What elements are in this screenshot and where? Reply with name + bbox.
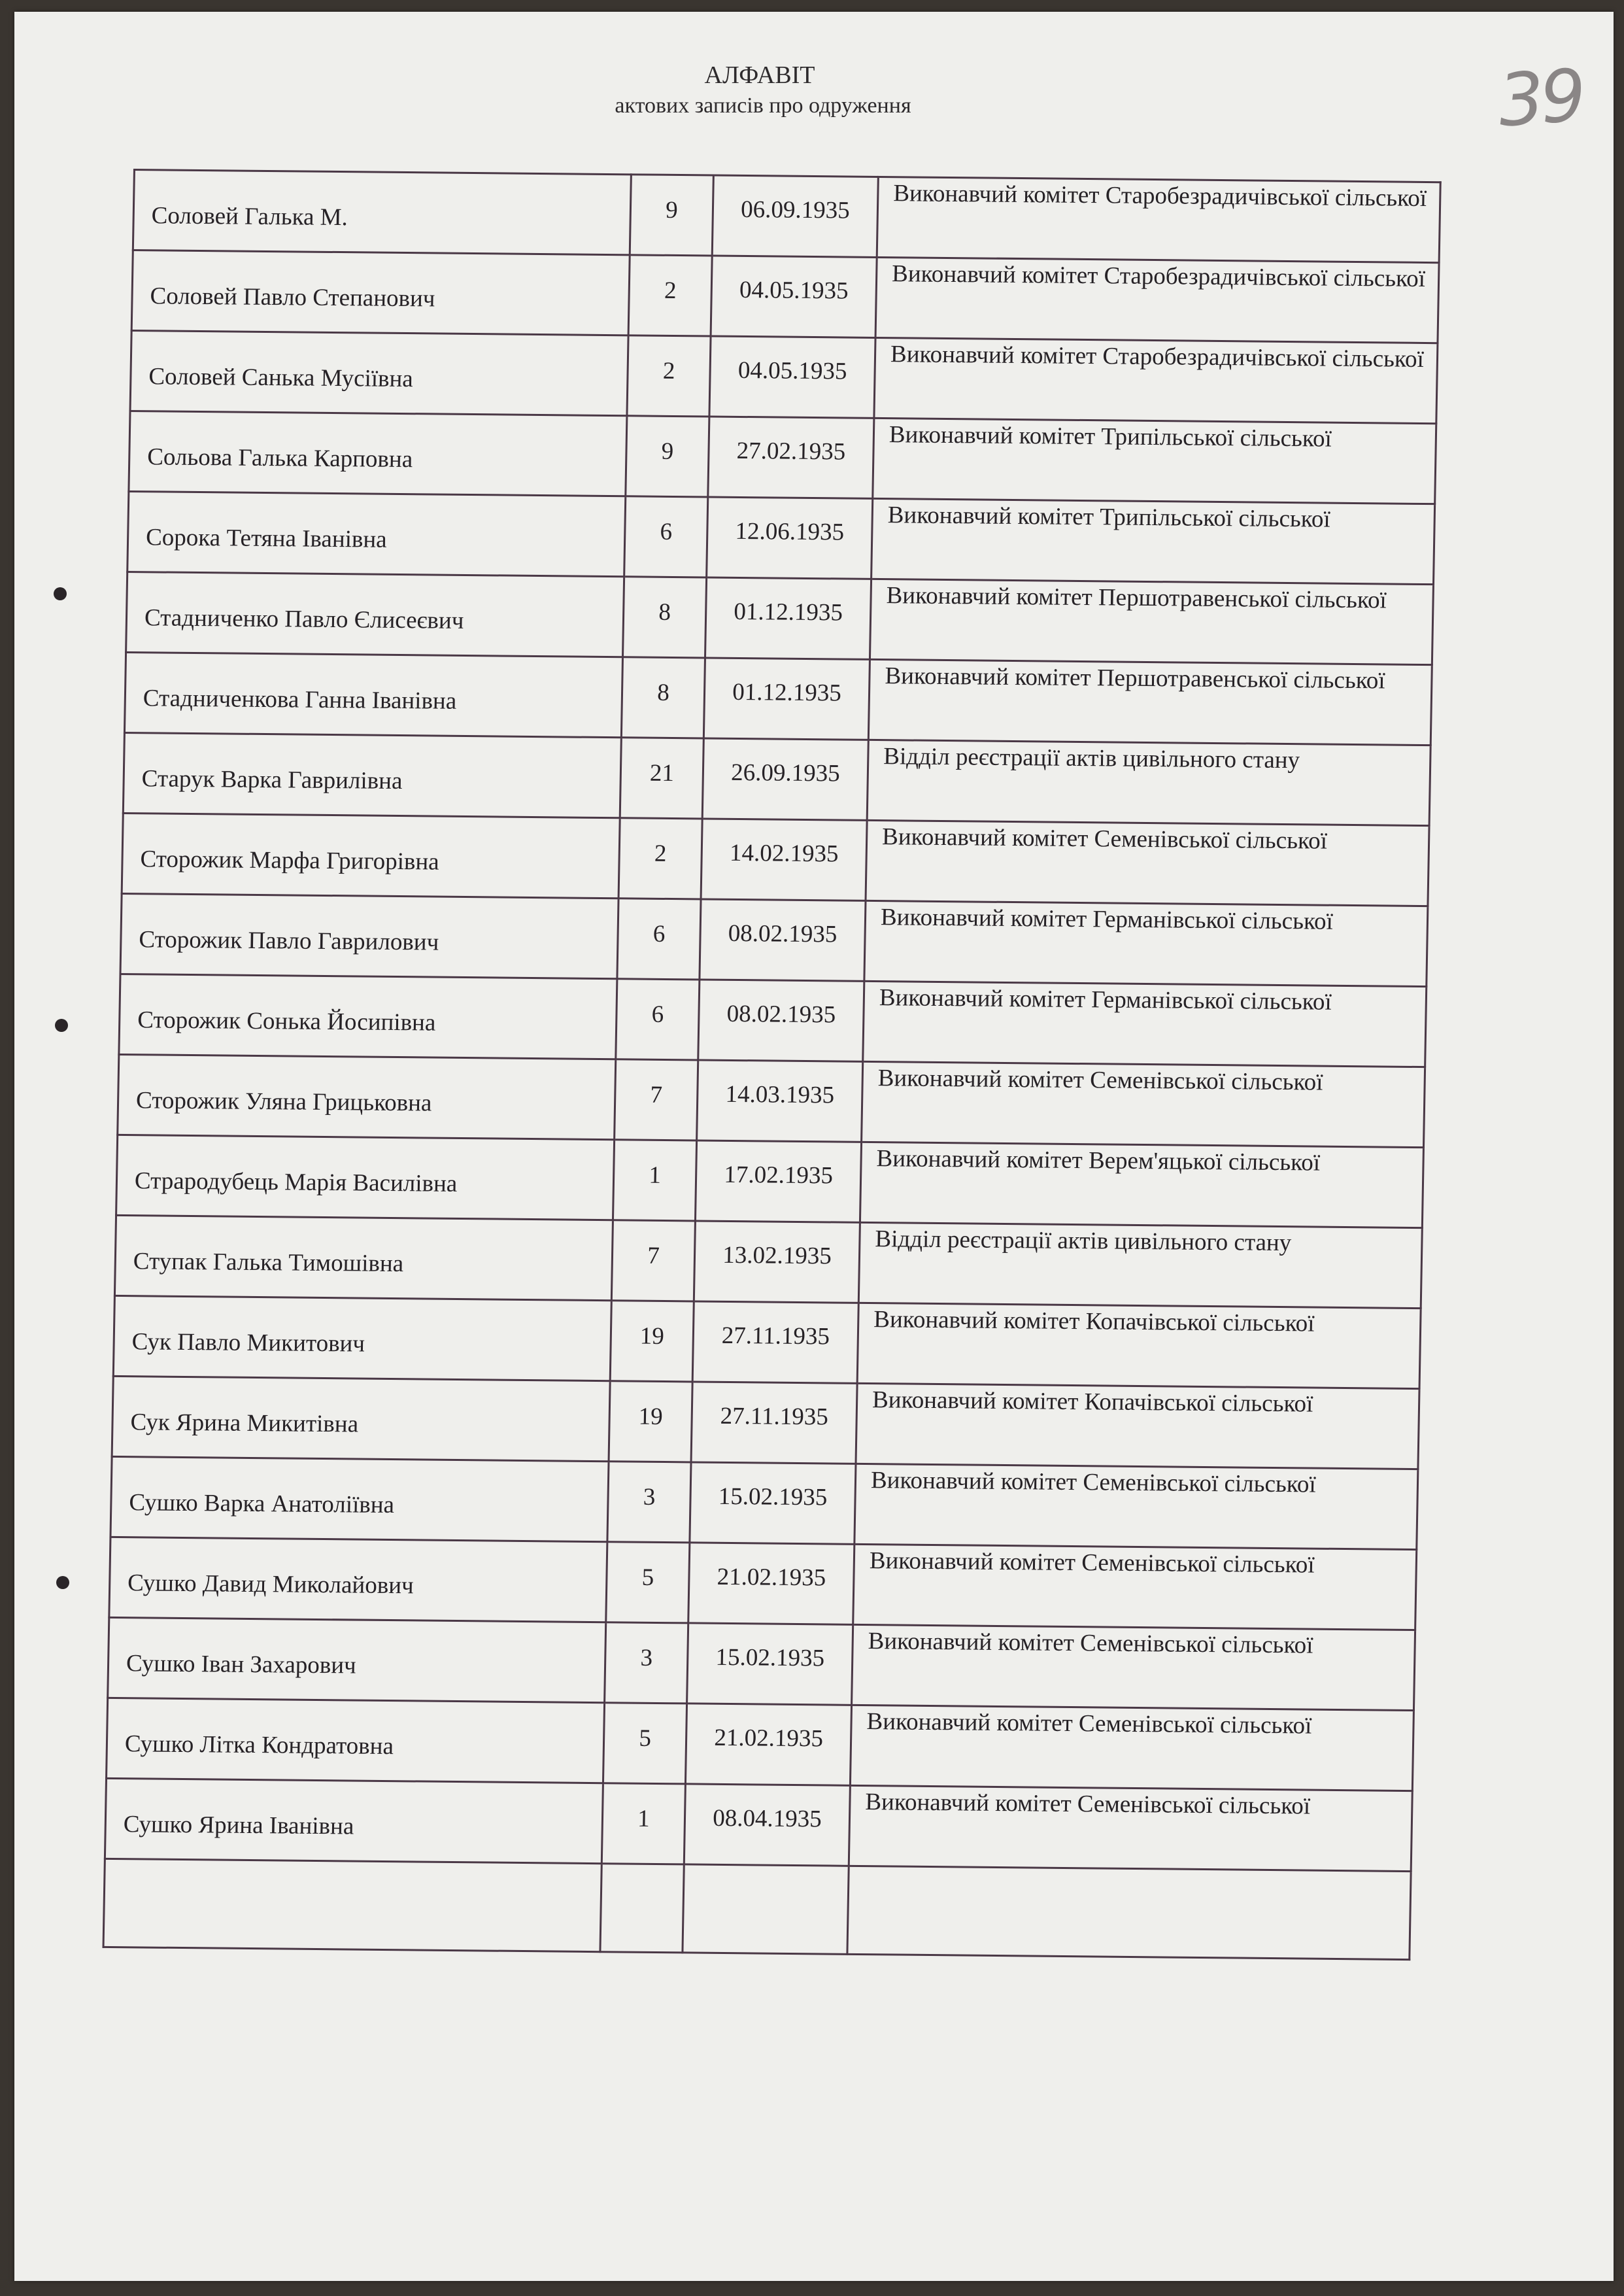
registry-office-cell: Виконавчий комітет Германівської сільської [863,981,1427,1067]
table-row [131,250,1439,343]
table-row [112,1376,1419,1469]
registry-office-cell: Виконавчий комітет Копачівської сільської [856,1383,1419,1469]
marriage-date-cell: 27.02.1935 [708,417,874,498]
record-number-cell: 9 [630,175,713,256]
record-number-cell: 2 [627,335,711,417]
person-name-cell: Соловей Галька М. [133,170,631,255]
table-row [122,813,1429,906]
record-number-cell: 3 [605,1622,688,1704]
registry-office-cell: Виконавчий комітет Семенівської сільської [852,1624,1415,1710]
record-number-cell: 6 [616,979,700,1060]
person-name-cell: Сторожик Павло Гаврилович [120,893,618,978]
registry-office-cell: Виконавчий комітет Семенівської сільської [853,1544,1417,1630]
registry-office-cell: Відділ реєстрації актів цивільного стану [858,1222,1422,1308]
record-number-cell: 6 [624,496,708,577]
empty-cell [683,1864,849,1954]
registry-office-cell: Виконавчий комітет Верем'яцької сільської [860,1142,1423,1227]
record-number-cell: 9 [626,416,709,497]
table-row [116,1135,1424,1227]
marriage-date-cell: 01.12.1935 [705,577,871,659]
marriage-date-cell: 21.02.1935 [685,1704,851,1785]
table-row [127,491,1435,584]
registry-office-cell: Виконавчий комітет Трипільської сільської [871,498,1435,584]
table-row [124,652,1432,745]
person-name-cell: Сушко Варка Анатоліївна [110,1456,609,1541]
person-name-cell: Соловей Павло Степанович [131,250,630,335]
person-name-cell: Страродубець Марія Василівна [116,1135,615,1220]
table-row [126,572,1434,664]
table-row [105,1778,1412,1871]
record-number-cell: 21 [620,738,703,819]
registry-office-cell: Виконавчий комітет Семенівської сільської [850,1705,1413,1791]
marriage-date-cell: 17.02.1935 [695,1140,861,1222]
person-name-cell: Сорока Тетяна Іванівна [127,491,626,576]
marriage-records-table [103,169,1442,1961]
marriage-date-cell: 04.05.1935 [711,256,877,337]
table-row [129,411,1436,504]
person-name-cell: Старук Варка Гаврилівна [123,732,621,817]
record-number-cell: 2 [628,255,712,336]
marriage-date-cell: 04.05.1935 [709,336,875,418]
table-row [114,1215,1422,1308]
marriage-date-cell: 27.11.1935 [692,1301,858,1383]
record-number-cell: 19 [610,1301,694,1382]
table-row [113,1295,1421,1388]
registry-office-cell: Виконавчий комітет Першотравенської сільської [868,659,1432,745]
registry-office-cell: Виконавчий комітет Семенівської сільської [854,1464,1418,1549]
record-number-cell: 6 [617,899,701,980]
marriage-date-cell: 14.02.1935 [701,819,867,900]
table-row [109,1537,1417,1630]
marriage-date-cell: 26.09.1935 [702,738,868,820]
registry-office-cell: Виконавчий комітет Старобезрадичівської сільської [877,177,1440,262]
marriage-date-cell: 12.06.1935 [707,497,873,579]
table-row [107,1698,1414,1791]
marriage-date-cell: 08.04.1935 [684,1784,850,1866]
handwritten-page-number: 39 [1495,53,1585,143]
table-row [123,732,1430,825]
person-name-cell: Сук Ярина Микитівна [112,1376,610,1461]
registry-office-cell: Виконавчий комітет Семенівської сільської [862,1061,1425,1147]
punch-hole-mark [56,1576,69,1589]
person-name-cell: Сушко Літка Кондратовна [107,1698,605,1783]
person-name-cell: Сторожик Уляна Грицьковна [118,1054,616,1139]
records-table-body [103,170,1440,1960]
person-name-cell: Стадниченкова Ганна Іванівна [124,652,622,737]
person-name-cell: Сторожик Марфа Григорівна [122,813,620,898]
record-number-cell: 7 [611,1220,695,1301]
person-name-cell: Сторожик Сонька Йосипівна [119,974,617,1059]
table-row [119,974,1427,1067]
table-row [118,1054,1425,1147]
empty-cell [103,1859,601,1951]
registry-office-cell: Відділ реєстрації актів цивільного стану [867,740,1430,825]
person-name-cell: Соловей Санька Мусіївна [130,331,628,416]
marriage-date-cell: 08.02.1935 [700,899,866,981]
registry-office-cell: Виконавчий комітет Семенівської сільської [849,1785,1412,1871]
record-number-cell: 2 [618,818,702,899]
record-number-cell: 8 [623,577,707,658]
record-number-cell: 5 [606,1542,690,1623]
person-name-cell: Ступак Галька Тимошівна [114,1215,613,1300]
marriage-date-cell: 14.03.1935 [697,1060,863,1142]
registry-office-cell: Виконавчий комітет Старобезрадичівської сільської [874,337,1438,423]
marriage-date-cell: 15.02.1935 [690,1462,856,1544]
punch-hole-mark [55,1019,68,1032]
empty-cell [847,1866,1411,1959]
registry-office-cell: Виконавчий комітет Першотравенської сільської [870,579,1433,664]
marriage-date-cell: 08.02.1935 [698,980,864,1061]
registry-office-cell: Виконавчий комітет Старобезрадичівської сільської [875,257,1439,343]
person-name-cell: Сольова Галька Карповна [129,411,627,496]
record-number-cell: 1 [613,1140,696,1221]
record-number-cell: 3 [607,1462,691,1543]
marriage-date-cell: 01.12.1935 [703,658,870,740]
registry-office-cell: Виконавчий комітет Трипільської сільської [873,418,1436,504]
marriage-date-cell: 06.09.1935 [712,175,878,257]
empty-cell [600,1864,684,1953]
registry-office-cell: Виконавчий комітет Семенівської сільської [866,820,1429,906]
person-name-cell: Стадниченко Павло Єлисеєвич [126,572,624,657]
person-name-cell: Сук Павло Микитович [113,1295,611,1380]
record-number-cell: 8 [621,657,705,738]
marriage-date-cell: 21.02.1935 [688,1543,854,1624]
table-row [120,893,1428,986]
record-number-cell: 1 [601,1783,685,1864]
table-row [110,1456,1418,1549]
table-row [133,170,1440,263]
person-name-cell: Сушко Давид Миколайович [109,1537,607,1622]
document-page: АЛФАВІТ актових записів про одруження 39 Соловей Галька М. 9 06.09.1935 Виконавчий комітет Старобезрадичівської сільської Соловей Павло Степанович 2 04.05.1935 Виконавчий комітет Старобезрадичівської сільської Соловей Санька Мусіївна 2 04.05.1935 Виконавчий комітет Старобезрадичівської сільської Сольова Галька Карповна 9 27.02.1935 Виконавчий комітет Трипільської сільської Сорока Тетяна Іванівна 6 12.06.1935 Виконавчий комітет Трипільської сільської Стадниченко Павло Єлисеєвич 8 01.12.1935 Виконавчий комітет Першотравенської сільської Стадниченкова Ганна Іванівна 8 01.12.1935 Виконавчий комітет Першотравенської сільської Старук Варка Гаврилівна 21 26.09.1935 Відділ реєстрації актів цивільного стану Сторожик Марфа Григорівна 2 14.02.1935 Виконавчий комітет Семенівської сільської Сторожик Павло Гаврилович 6 08.02.1935 Виконавчий комітет Германівської сільської Сторожик Сонька Йосипівна 6 08.02.1935 Виконавчий комітет Германівської сільської Сторожик Уляна Грицьковна 7 14.03.1935 Виконавчий комітет Семенівської сільської Страродубець Марія Василівна 1 17.02.1935 Виконавчий комітет Верем'яцької сільської Ступак Галька Тимошівна 7 13.02.1935 Відділ реєстрації актів цивільного стану Сук Павло Микитович 19 27.11.1935 Виконавчий комітет Копачівської сільської Сук Ярина Микитівна 19 27.11.1935 Виконавчий комітет Копачівської сільської Сушко Варка Анатоліївна 3 15.02.1935 Виконавчий комітет Семенівської сільської Сушко Давид Миколайович 5 21.02.1935 Виконавчий комітет Семенівської сільської Сушко Іван Захарович 3 15.02.1935 Виконавчий комітет Семенівської сільської Сушко Літка Кондратовна 5 21.02.1935 Виконавчий комітет Семенівської сільської Сушко Ярина Іванівна 1 08.04.1935 Виконавчий комітет Семенівської сільської [14,12,1614,2281]
table-row [130,331,1438,424]
record-number-cell: 19 [609,1381,692,1462]
marriage-date-cell: 15.02.1935 [687,1623,853,1705]
marriage-date-cell: 13.02.1935 [694,1221,860,1303]
record-number-cell: 5 [603,1703,686,1784]
table-row [108,1617,1415,1710]
marriage-date-cell: 27.11.1935 [691,1382,857,1464]
records-table-wrapper [106,169,1440,1840]
record-number-cell: 7 [615,1059,698,1140]
registry-office-cell: Виконавчий комітет Копачівської сільської [857,1303,1421,1388]
person-name-cell: Сушко Ярина Іванівна [105,1778,603,1863]
empty-table-row [103,1859,1411,1959]
punch-hole-mark [54,587,67,600]
registry-office-cell: Виконавчий комітет Германівської сільської [864,900,1428,986]
person-name-cell: Сушко Іван Захарович [108,1617,606,1702]
